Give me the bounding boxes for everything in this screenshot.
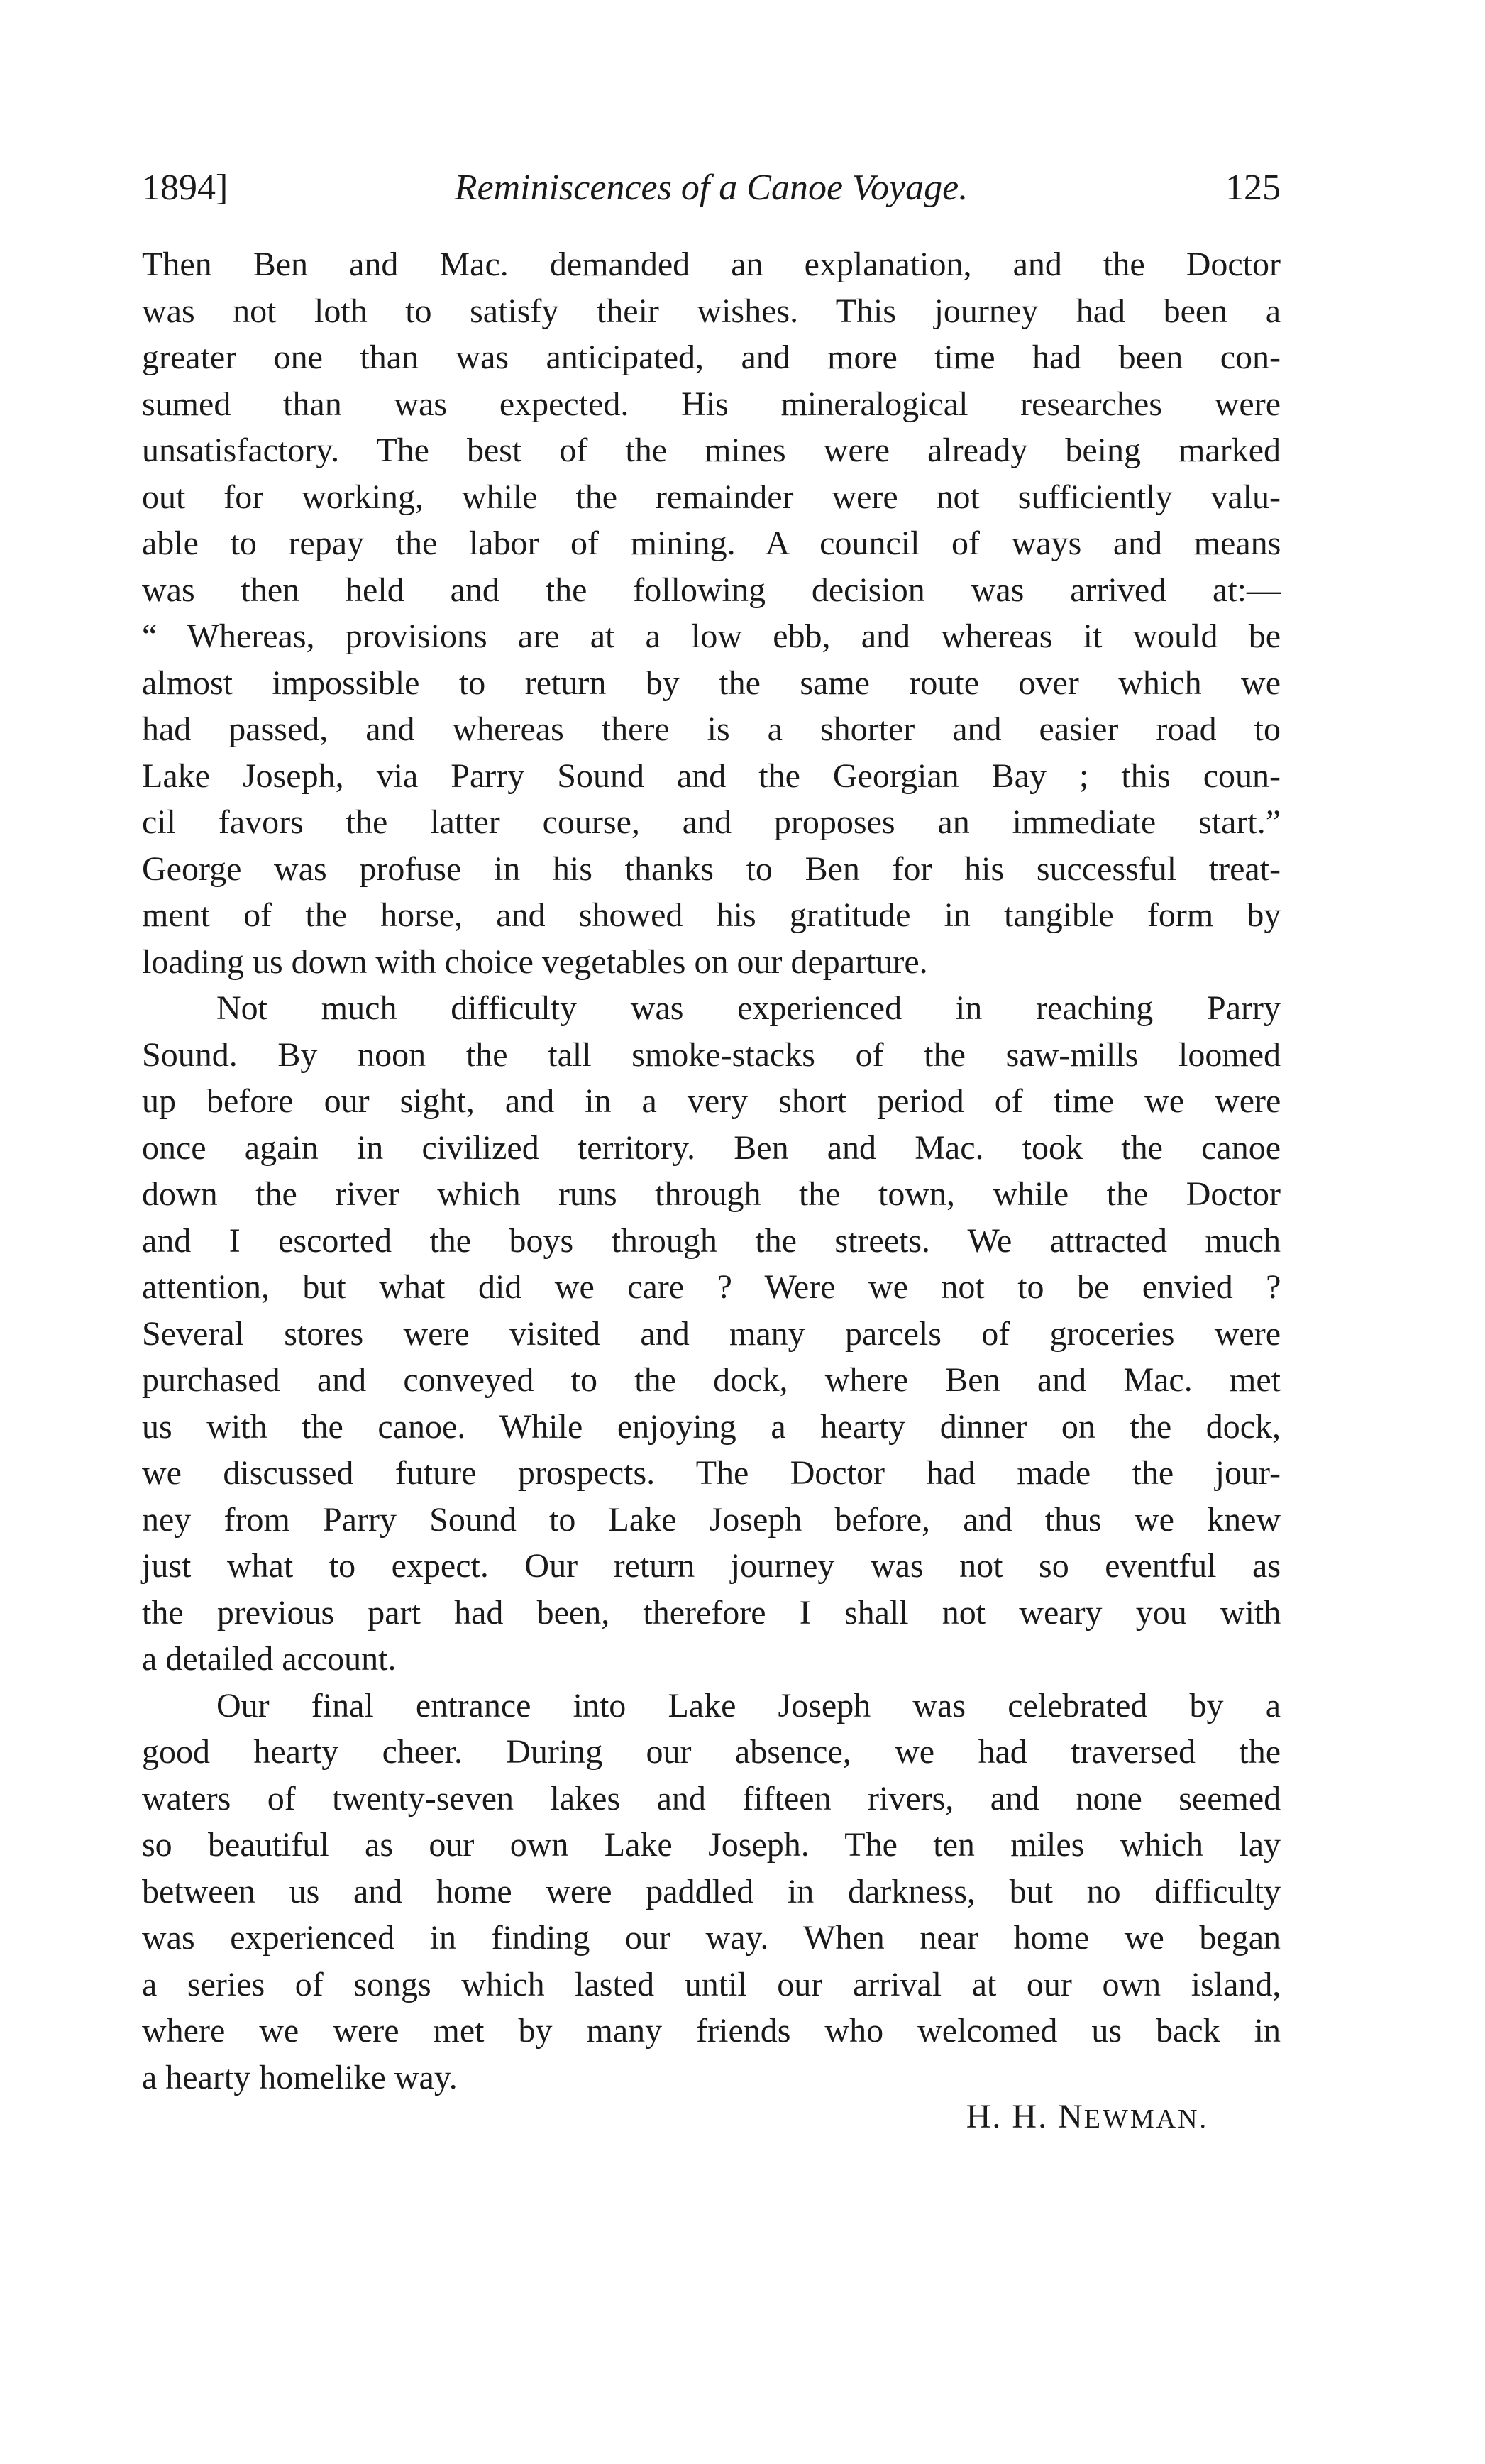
text-line: Not much difficulty was experienced in reaching Parry — [216, 989, 1281, 1027]
text-line: and I escorted the boys through the streets. We attracted much — [142, 1221, 1281, 1260]
text-line: “ Whereas, provisions are at a low ebb, and whereas it would be — [142, 617, 1281, 655]
text-line: had passed, and whereas there is a shorter and easier road to — [142, 710, 1281, 748]
header-year: 1894] — [142, 167, 228, 208]
running-head — [142, 163, 1281, 213]
paragraph-1 — [142, 241, 1281, 985]
text-line: sumed than was expected. His mineralogical researches were — [142, 385, 1281, 423]
text-line: almost impossible to return by the same route over which we — [142, 664, 1281, 702]
body-text — [142, 241, 1281, 2101]
signature-initials: H. H. N — [966, 2098, 1084, 2135]
text-line: unsatisfactory. The best of the mines were already being marked — [142, 431, 1281, 469]
text-line: Our final entrance into Lake Joseph was celebrated by a — [216, 1686, 1281, 1725]
text-line: once again in civilized territory. Ben and Mac. took the canoe — [142, 1128, 1281, 1167]
page-number: 125 — [1225, 167, 1281, 208]
text-line: Sound. By noon the tall smoke-stacks of the saw-mills loomed — [142, 1035, 1281, 1074]
text-line: able to repay the labor of mining. A council of ways and means — [142, 524, 1281, 562]
text-line: was experienced in finding our way. When near home we began — [142, 1919, 1281, 1957]
text-line: a series of songs which lasted until our arrival at our own island, — [142, 1965, 1281, 2003]
text-line: cil favors the latter course, and proposes an immediate start.” — [142, 803, 1281, 841]
text-line: we discussed future prospects. The Doctor had made the jour- — [142, 1454, 1281, 1492]
text-line: greater one than was anticipated, and more time had been con- — [142, 339, 1281, 376]
text-line: just what to expect. Our return journey was not so eventful as — [142, 1547, 1281, 1585]
paragraph-2 — [142, 985, 1281, 1683]
text-line: Several stores were visited and many parcels of groceries were — [142, 1314, 1281, 1353]
text-line: Lake Joseph, via Parry Sound and the Georgian Bay ; this coun- — [142, 757, 1281, 795]
text-line: waters of twenty-seven lakes and fifteen rivers, and none seemed — [142, 1779, 1281, 1817]
author-signature — [966, 2094, 1208, 2143]
text-line: loading us down with choice vegetables on our departure. — [142, 942, 928, 981]
paragraph-3 — [142, 1683, 1281, 2101]
text-line: Then Ben and Mac. demanded an explanation, and the Doctor — [142, 246, 1281, 283]
text-line: attention, but what did we care ? Were we not to be envied ? — [142, 1268, 1281, 1306]
signature-surname: EWMAN. — [1083, 2104, 1208, 2134]
text-line: so beautiful as our own Lake Joseph. The ten miles which lay — [142, 1826, 1281, 1864]
text-line: where we were met by many friends who welcomed us back in — [142, 2012, 1281, 2050]
text-line: was not loth to satisfy their wishes. This journey had been a — [142, 292, 1281, 330]
text-line: George was profuse in his thanks to Ben for his successful treat- — [142, 849, 1281, 888]
text-line: out for working, while the remainder were not sufficiently valu- — [142, 478, 1281, 516]
text-line: was then held and the following decision was arrived at:— — [142, 571, 1281, 609]
text-line: a hearty homelike way. — [142, 2058, 458, 2096]
text-line: ney from Parry Sound to Lake Joseph before, and thus we knew — [142, 1500, 1281, 1539]
header-title: Reminiscences of a Canoe Voyage. — [454, 167, 968, 208]
text-line: good hearty cheer. During our absence, we had traversed the — [142, 1733, 1281, 1771]
text-line: purchased and conveyed to the dock, where Ben and Mac. met — [142, 1361, 1281, 1399]
text-line: the previous part had been, therefore I shall not weary you with — [142, 1593, 1281, 1632]
text-line: down the river which runs through the town, while the Doctor — [142, 1175, 1281, 1213]
text-line: a detailed account. — [142, 1640, 397, 1678]
text-line: up before our sight, and in a very short period of time we were — [142, 1082, 1281, 1120]
text-line: us with the canoe. While enjoying a hearty dinner on the dock, — [142, 1407, 1281, 1446]
text-line: between us and home were paddled in darkness, but no difficulty — [142, 1872, 1281, 1910]
text-line: ment of the horse, and showed his gratitude in tangible form by — [142, 896, 1281, 934]
